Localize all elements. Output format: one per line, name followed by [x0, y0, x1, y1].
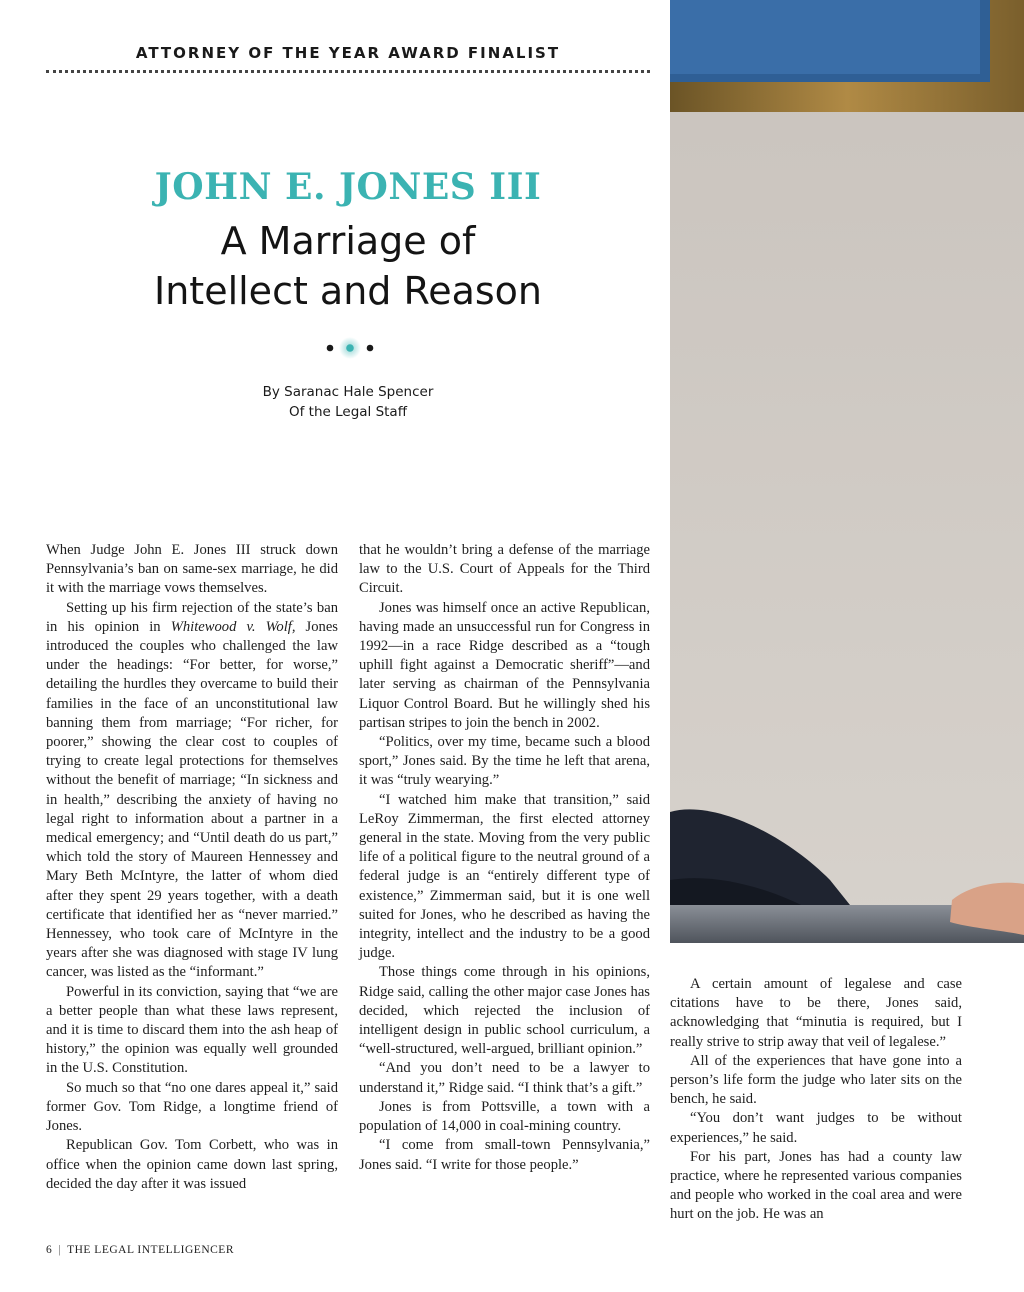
- paragraph: that he wouldn’t bring a defense of the marriage law to the U.S. Court of Appeals for the Third Circuit.: [359, 542, 650, 597]
- photo-illustration: [670, 0, 1024, 943]
- paragraph: [46, 599, 338, 983]
- paragraph: When Judge John E. Jones III struck down Pennsylvania’s ban on same-sex marriage, he did it with the marriage vows themselves.: [46, 542, 338, 597]
- publication-name: THE LEGAL INTELLIGENCER: [67, 1244, 234, 1256]
- three-dot-divider-icon: [320, 336, 380, 360]
- paragraph: “I watched him make that transition,” said LeRoy Zimmerman, the first elected attorney general in the state. Moving from the very public life of a political figure to the neutral ground of a federal judge is an “entirely different type of existence,” Zimmerman said, but it is one well suited for Jones, who he described as having the integrity, intellect and the industry to be a good judge.: [359, 791, 650, 962]
- paragraph-text: Setting up his firm rejection of the state’s ban in his opinion in: [46, 599, 338, 635]
- paragraph: Those things come through in his opinions, Ridge said, calling the other major case Jones has decided, which rejected the inclusion of intelligent design in public school curriculum, a “well-structured, well-argued, brilliant opinion.”: [359, 964, 650, 1058]
- body-column-2: [359, 541, 650, 1175]
- footer-separator: |: [58, 1244, 62, 1256]
- section-kicker: ATTORNEY OF THE YEAR AWARD FINALIST: [135, 44, 561, 62]
- headline-line-2: Intellect and Reason: [154, 269, 542, 313]
- paragraph: “You don’t want judges to be without experiences,” he said.: [670, 1110, 962, 1146]
- paragraph: “And you don’t need to be a lawyer to understand it,” Ridge said. “I think that’s a gift.”: [359, 1060, 650, 1096]
- article-headline: [46, 216, 650, 316]
- paragraph: A certain amount of legalese and case citations have to be there, Jones said, acknowledging that “minutia is required, but I really strive to strip away that veil of legalese.”: [670, 976, 962, 1050]
- dotted-divider: [46, 70, 650, 73]
- paragraph: “Politics, over my time, became such a blood sport,” Jones said. By the time he left that arena, it was “truly wearying.”: [359, 734, 650, 789]
- byline-staff: Of the Legal Staff: [288, 404, 408, 420]
- paragraph-text: Jones introduced the couples who challenged the law under the headings: “For better, for worse,” detailing the hurdles they overcame to build their families in the face of an unconstitutional law banning them from marriage; “For richer, for poorer,” showing the clear cost to couples of trying to create legal protections for themselves without the benefit of marriage; “In sickness and in health,” describing the anxiety of having no legal right to information about a partner in a medical emergency; and “Until death do us part,” which told the story of Maureen Hennessey and Mary Beth McIntyre, the latter of whom died after they spent 29 years together, with a death certificate that identified her as “never married.” Hennessey, who took care of McIntyre in the years after she was diagnosed with stage IV lung cancer, was listed as the “informant.”: [46, 618, 338, 981]
- body-column-3: [670, 975, 962, 1225]
- case-name: Whitewood v. Wolf,: [170, 618, 296, 635]
- paragraph: Powerful in its conviction, saying that “we are a better people than what these laws represent, and it is time to discard them into the ash heap of history,” the opinion was equally well grounded in the U.S. Constitution.: [46, 983, 338, 1077]
- paragraph: Jones is from Pottsville, a town with a population of 14,000 in coal-mining country.: [359, 1098, 650, 1135]
- paragraph: All of the experiences that have gone into a person’s life form the judge who later sits on the bench, he said.: [670, 1052, 962, 1108]
- paragraph: Jones was himself once an active Republican, having made an unsuccessful run for Congress in 1992—in a race Ridge described as a “tough uphill fight against a Democratic sheriff”—and later serving as chairman of the Pennsylvania Liquor Control Board. But he willingly shed his partisan stripes to join the bench in 2002.: [359, 599, 650, 731]
- byline-author: By Saranac Hale Spencer: [262, 384, 434, 400]
- portrait-photo: [670, 0, 1024, 943]
- paragraph: So much so that “no one dares appeal it,” said former Gov. Tom Ridge, a longtime friend of Jones.: [46, 1079, 338, 1135]
- subject-name: JOHN E. JONES III: [154, 166, 542, 208]
- page-footer: [46, 1244, 234, 1256]
- page-number: 6: [46, 1244, 53, 1256]
- paragraph: For his part, Jones has had a county law practice, where he represented various companies and people who worked in the coal area and were hurt on the job. He was an: [670, 1148, 962, 1223]
- body-column-1: [46, 541, 338, 1194]
- byline: [46, 382, 650, 422]
- headline-line-1: A Marriage of: [220, 219, 476, 263]
- paragraph: “I come from small-town Pennsylvania,” Jones said. “I write for those people.”: [359, 1137, 650, 1173]
- paragraph: Republican Gov. Tom Corbett, who was in office when the opinion came down last spring, decided the day after it was issued: [46, 1137, 338, 1192]
